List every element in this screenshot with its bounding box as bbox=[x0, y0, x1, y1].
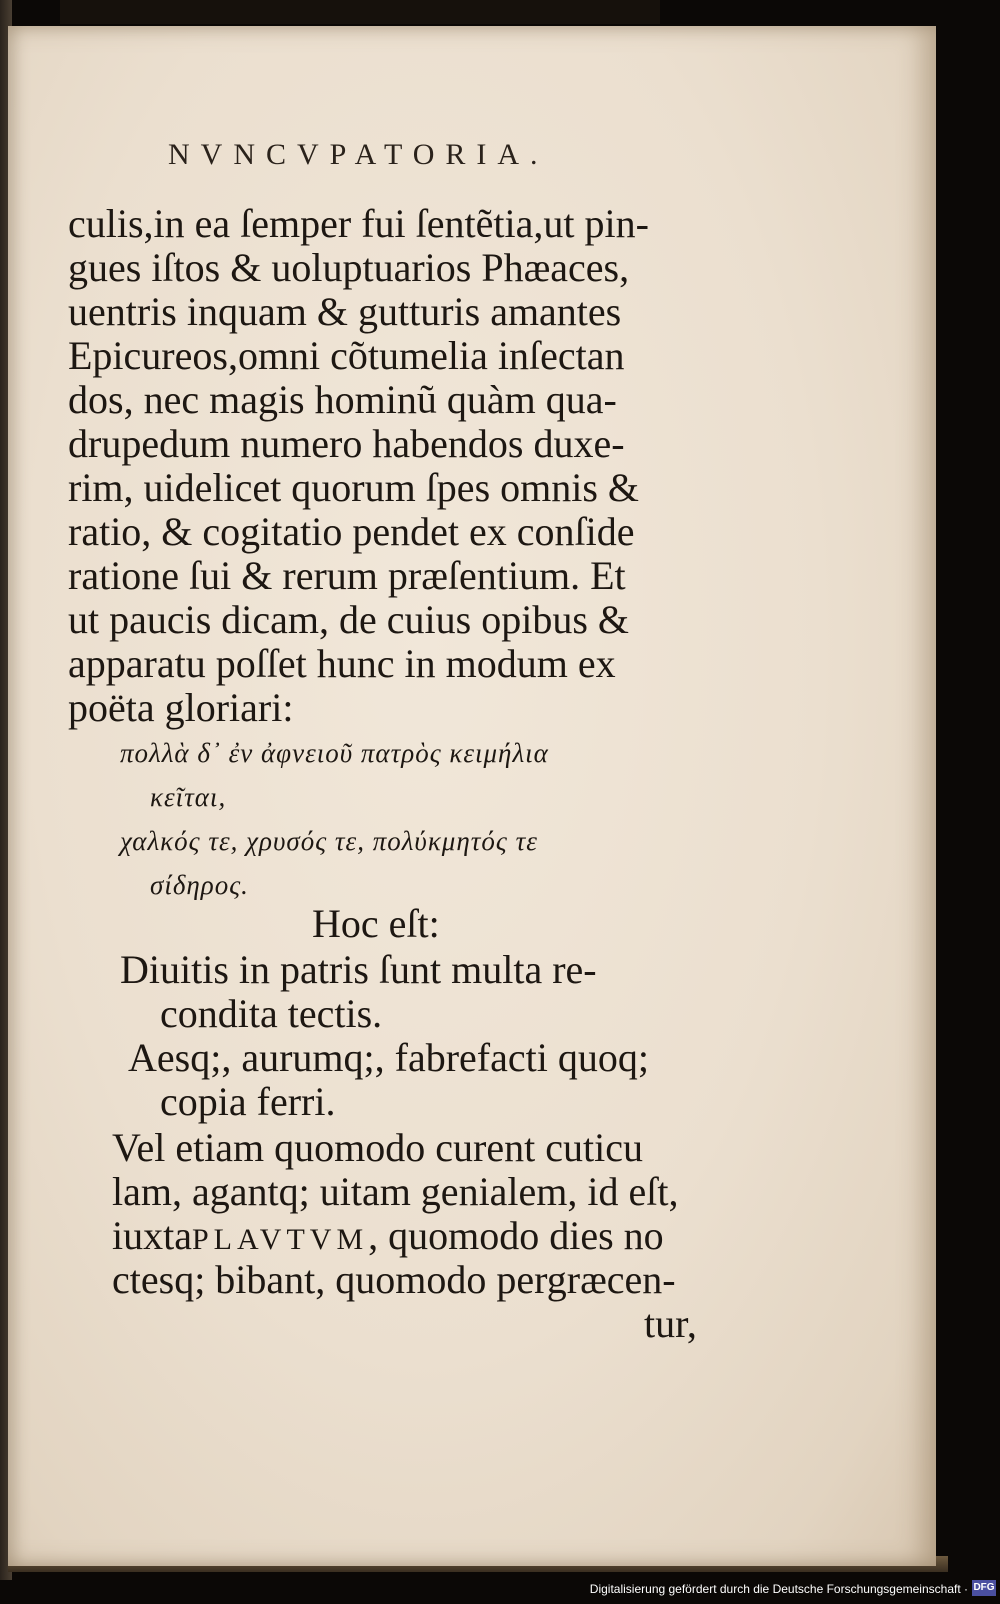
verse-line: Diuitis in patris ſunt multa re- bbox=[120, 947, 597, 992]
verse-line: Aesq;, aurumq;, fabrefacti quoq; bbox=[128, 1035, 649, 1080]
catchword: tur, bbox=[644, 1301, 697, 1346]
greek-verse-line: κεῖται, bbox=[150, 782, 227, 812]
hoc-est-heading: Hoc eſt: bbox=[312, 901, 440, 946]
proper-name: PLAVTVM bbox=[191, 1223, 369, 1256]
text-line: Vel etiam quomodo curent cuticu bbox=[112, 1125, 643, 1170]
text-line: apparatu poſſet hunc in modum ex bbox=[68, 641, 616, 686]
text-line: culis,in ea ſemper fui ſentẽtia,ut pin- bbox=[68, 201, 649, 246]
greek-verse-line: σίδηρος. bbox=[150, 870, 249, 900]
text-line: poëta gloriari: bbox=[68, 685, 294, 730]
text-line: ctesq; bibant, quomodo pergræcen- bbox=[112, 1257, 676, 1302]
greek-verse-line: πολλὰ δ᾽ ἐν ἀφνειοῦ πατρὸς κειμήλια bbox=[120, 738, 549, 768]
running-head: NVNCVPATORIA. bbox=[168, 138, 549, 171]
text-line: ratio, & cogitatio pendet ex conſide bbox=[68, 509, 635, 554]
text-line: ut paucis dicam, de cuius opibus & bbox=[68, 597, 630, 642]
dfg-logo: DFG bbox=[972, 1580, 996, 1596]
page-text bbox=[8, 26, 936, 1566]
text-line: lam, agantq; uitam genialem, id eſt, bbox=[112, 1169, 679, 1214]
text-fragment: iuxta bbox=[112, 1213, 192, 1258]
text-line: uentris inquam & gutturis amantes bbox=[68, 289, 622, 334]
text-line: drupedum numero habendos duxe- bbox=[68, 421, 625, 466]
verse-line: copia ferri. bbox=[160, 1079, 336, 1124]
book-page bbox=[8, 26, 936, 1566]
verse-line: condita tectis. bbox=[160, 991, 383, 1036]
text-fragment: , quomodo dies no bbox=[368, 1213, 664, 1258]
text-line: gues iſtos & uoluptuarios Phæaces, bbox=[68, 245, 630, 290]
text-line: dos, nec magis hominũ quàm qua- bbox=[68, 377, 617, 422]
text-line bbox=[112, 1214, 664, 1262]
text-line: ratione ſui & rerum præſentium. Et bbox=[68, 553, 626, 598]
greek-verse-line: χαλκός τε, χρυσός τε, πολύκμητός τε bbox=[120, 826, 538, 856]
text-line: rim, uidelicet quorum ſpes omnis & bbox=[68, 465, 640, 510]
digitization-credit: Digitalisierung gefördert durch die Deutsche Forschungsgemeinschaft · bbox=[589, 1582, 968, 1596]
binding-strip bbox=[60, 0, 660, 24]
text-line: Epicureos,omni cõtumelia inſectan bbox=[68, 333, 625, 378]
